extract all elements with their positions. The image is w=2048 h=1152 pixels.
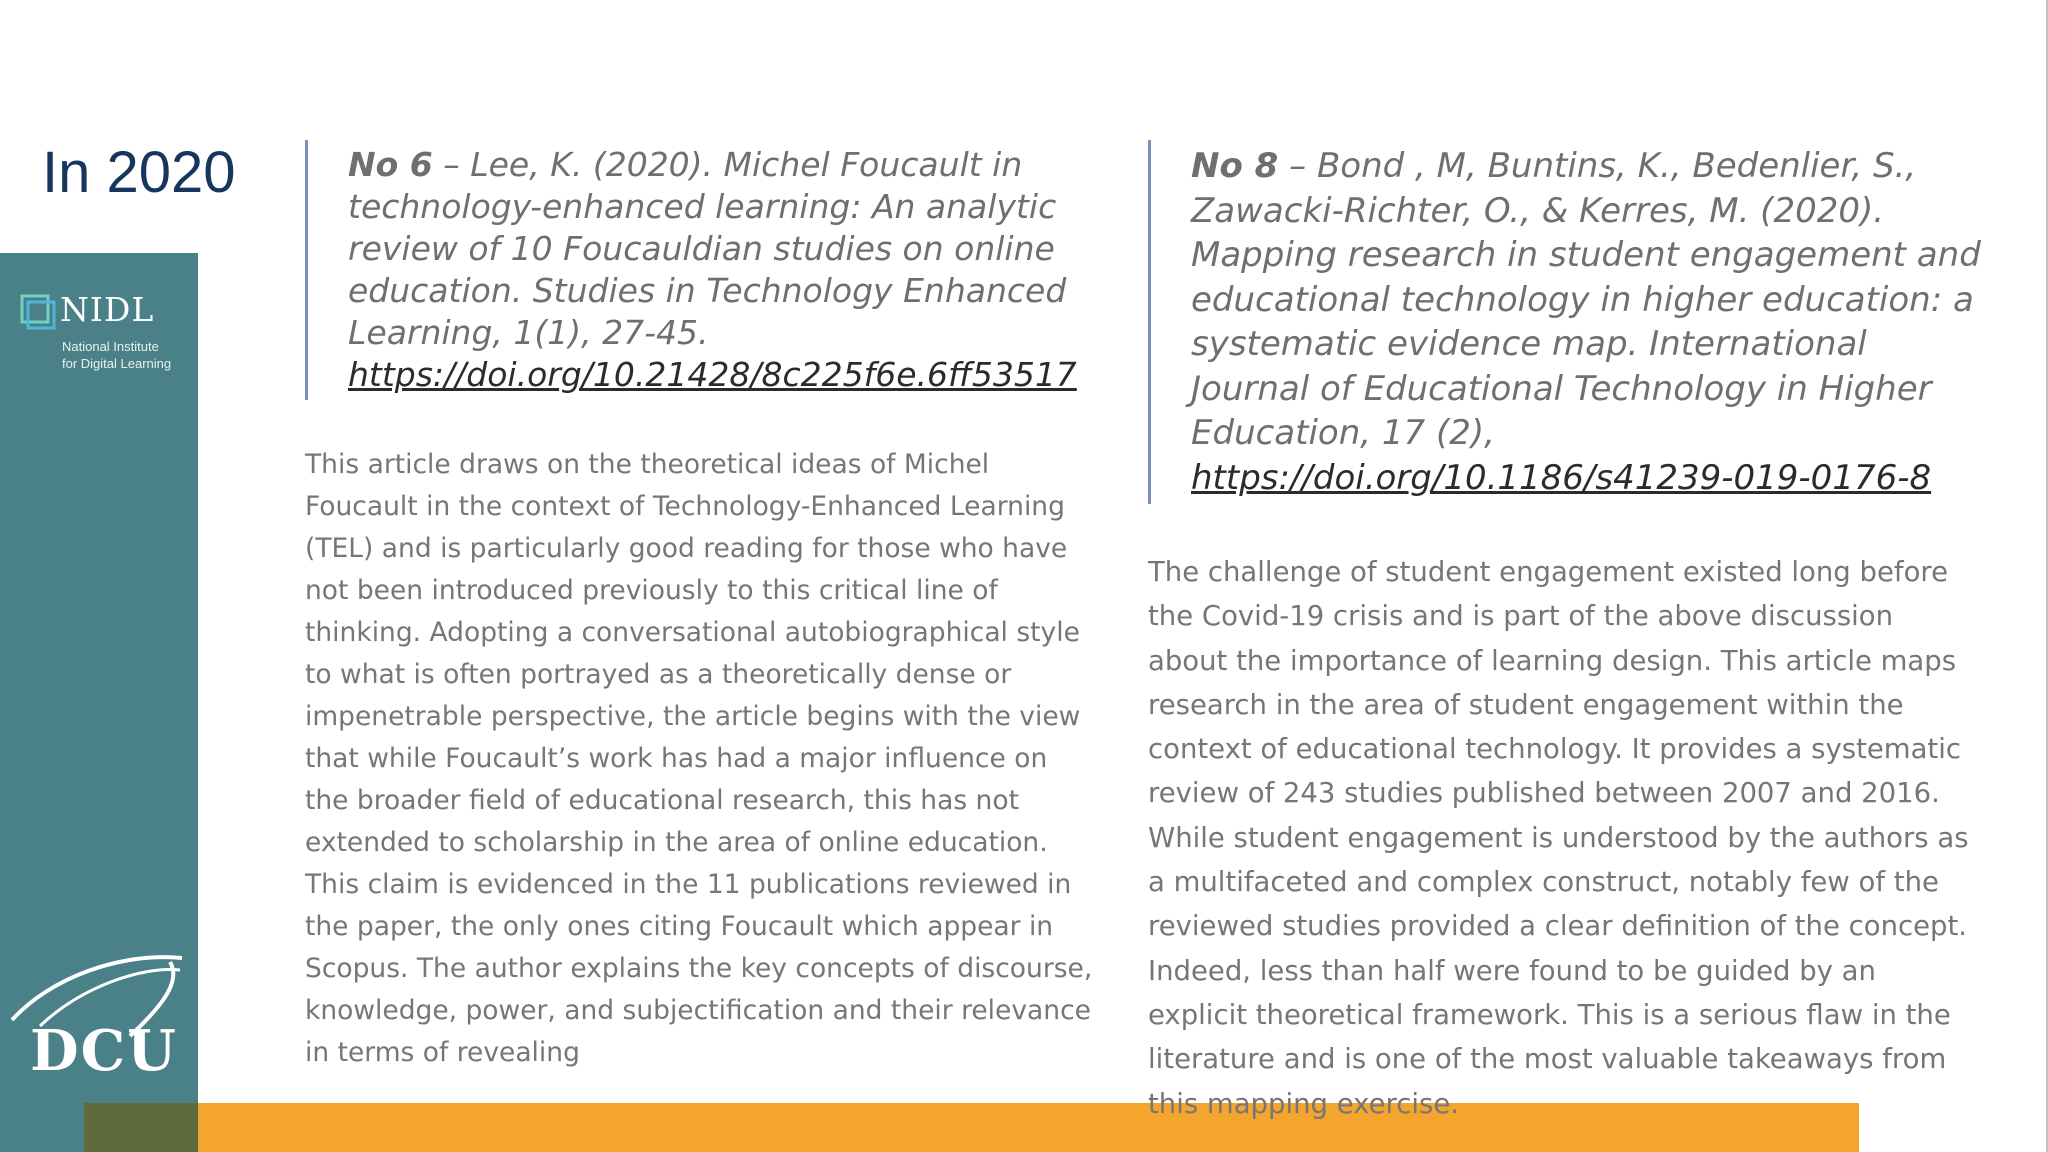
citation-text: Lee, K. (2020). Michel Foucault in technology-enhanced learning: An analytic review of 10 Foucauldian studies on online education. Studies in Technology Enhanced Learning, 1(1), 27-45. [348, 145, 1067, 352]
footer-accent-bar-dark [84, 1103, 198, 1152]
citation-separator: – [1278, 146, 1317, 186]
slide-title: In 2020 [42, 139, 236, 205]
doi-link[interactable]: https://doi.org/10.21428/8c225f6e.6ff53517 [348, 355, 1077, 394]
doi-link[interactable]: https://doi.org/10.1186/s41239-019-0176-8 [1191, 457, 1932, 498]
dcu-wordmark: DCU [30, 1018, 178, 1084]
nidl-subtitle [62, 338, 171, 372]
article-number: No 8 [1191, 146, 1279, 186]
citation-separator: – [432, 145, 471, 184]
article-column-right [1148, 140, 2008, 1126]
nidl-subtitle-line2: for Digital Learning [62, 356, 172, 371]
article-citation [1148, 140, 1991, 504]
nidl-wordmark: NIDL [60, 290, 155, 329]
article-abstract: This article draws on the theoretical ideas of Michel Foucault in the context of Technology-Enhanced Learning (TEL) and is particularly good reading for those who have not been introduced previously to this critical line of thinking. Adopting a conversational autobiographical style to what is often portrayed as a theoretically dense or impenetrable perspective, the article begins with the view that while Foucault’s work has had a major influence on the broader field of educational research, this has not extended to scholarship in the area of online education. This claim is evidenced in the 11 publications reviewed in the paper, the only ones citing Foucault which appear in Scopus. The author explains the key concepts of discourse, knowledge, power, and subjectification and their relevance in terms of revealing [305, 449, 1093, 1068]
article-column-left [305, 140, 1095, 1074]
citation-text: Bond , M, Buntins, K., Bedenlier, S., Zawacki-Richter, O., & Kerres, M. (2020). Mapping research in student engagement and educational technology in higher education: a systematic evidence map. International Journal of Educational Technology in Higher Education, 17 (2), [1191, 146, 1981, 453]
article-number: No 6 [348, 145, 433, 184]
article-abstract: The challenge of student engagement existed long before the Covid-19 crisis and is part of the above discussion about the importance of learning design. This article maps research in the area of student engagement within the context of educational technology. It provides a systematic review of 243 studies published between 2007 and 2016. While student engagement is understood by the authors as a multifaceted and complex construct, notably few of the reviewed studies provided a clear definition of the concept. Indeed, less than half were found to be guided by an explicit theoretical framework. This is a serious flaw in the literature and is one of the most valuable takeaways from this mapping exercise. [1148, 556, 1969, 1120]
nidl-subtitle-line1: National Institute [62, 339, 159, 354]
article-citation [305, 140, 1077, 400]
